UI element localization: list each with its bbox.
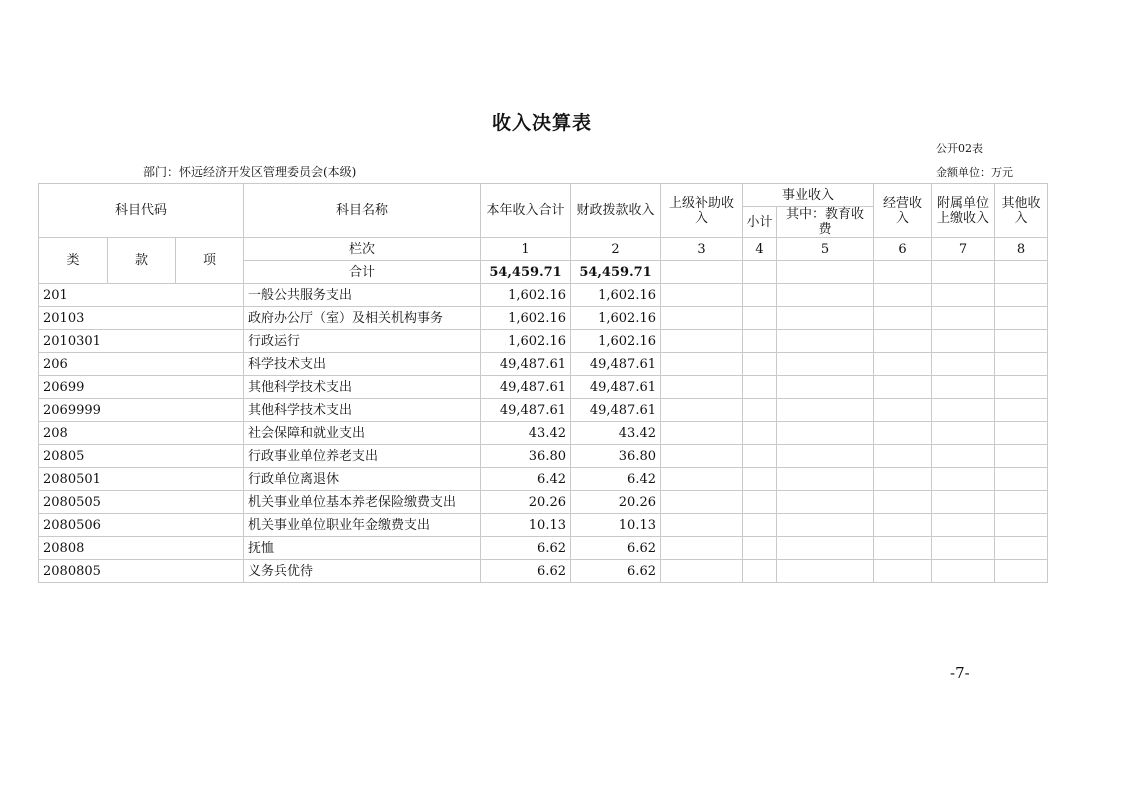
header-superior-subsidy: 上级补助收入 [661, 184, 743, 238]
header-name: 科目名称 [244, 184, 481, 238]
subject-name: 行政运行 [244, 330, 481, 353]
empty-cell [743, 422, 777, 445]
empty-cell [743, 445, 777, 468]
empty-cell [995, 468, 1048, 491]
subject-name: 行政事业单位养老支出 [244, 445, 481, 468]
fiscal-income-cell: 49,487.61 [571, 353, 661, 376]
subject-code: 206 [39, 353, 244, 376]
empty-cell [777, 353, 874, 376]
fiscal-income-cell: 20.26 [571, 491, 661, 514]
empty-cell [743, 468, 777, 491]
total-income-cell: 1,602.16 [481, 284, 571, 307]
empty-cell [995, 353, 1048, 376]
income-table [38, 183, 1048, 583]
empty-cell [932, 514, 995, 537]
empty-cell [661, 376, 743, 399]
header-kuan: 款 [108, 238, 176, 284]
header-total-income: 本年收入合计 [481, 184, 571, 238]
header-business-income: 事业收入 [743, 184, 874, 207]
header-lei: 类 [39, 238, 108, 284]
table-row [39, 491, 1048, 514]
empty-cell [874, 468, 932, 491]
column-index: 7 [932, 238, 995, 261]
empty-cell [932, 353, 995, 376]
empty-cell [995, 537, 1048, 560]
empty-cell [932, 330, 995, 353]
empty-cell [777, 284, 874, 307]
total-income-cell: 10.13 [481, 514, 571, 537]
empty-cell [932, 491, 995, 514]
subject-code: 2080805 [39, 560, 244, 583]
empty-cell [777, 468, 874, 491]
empty-cell [995, 399, 1048, 422]
empty-cell [874, 491, 932, 514]
fiscal-income-cell: 10.13 [571, 514, 661, 537]
empty-cell [932, 560, 995, 583]
empty-cell [874, 514, 932, 537]
page-title: 收入决算表 [491, 112, 592, 134]
empty-cell [743, 284, 777, 307]
empty-cell [874, 560, 932, 583]
fiscal-income-cell: 6.42 [571, 468, 661, 491]
subject-name: 社会保障和就业支出 [244, 422, 481, 445]
header-fiscal-income: 财政拨款收入 [571, 184, 661, 238]
empty-cell [743, 353, 777, 376]
subject-name: 抚恤 [244, 537, 481, 560]
total-income-cell: 49,487.61 [481, 399, 571, 422]
table-row [39, 445, 1048, 468]
empty-cell [932, 376, 995, 399]
header-other-income: 其他收入 [995, 184, 1048, 238]
empty-cell [743, 491, 777, 514]
total-income-cell: 1,602.16 [481, 330, 571, 353]
table-row [39, 514, 1048, 537]
empty-cell [777, 537, 874, 560]
empty-cell [874, 284, 932, 307]
subject-name: 政府办公厅（室）及相关机构事务 [244, 307, 481, 330]
empty-cell [661, 307, 743, 330]
subject-code: 20103 [39, 307, 244, 330]
empty-cell [777, 445, 874, 468]
subject-code: 20699 [39, 376, 244, 399]
subject-name: 一般公共服务支出 [244, 284, 481, 307]
empty-cell [874, 537, 932, 560]
fiscal-income-cell: 1,602.16 [571, 330, 661, 353]
empty-cell [932, 445, 995, 468]
empty-cell [995, 376, 1048, 399]
subject-code: 20805 [39, 445, 244, 468]
table-row [39, 284, 1048, 307]
subject-code: 2080505 [39, 491, 244, 514]
total-income-cell: 6.62 [481, 560, 571, 583]
empty-cell [661, 353, 743, 376]
subject-name: 机关事业单位职业年金缴费支出 [244, 514, 481, 537]
empty-cell [874, 422, 932, 445]
table-row [39, 307, 1048, 330]
subject-name: 其他科学技术支出 [244, 399, 481, 422]
total-income-cell: 6.42 [481, 468, 571, 491]
total-income-cell: 49,487.61 [481, 376, 571, 399]
subject-name: 义务兵优待 [244, 560, 481, 583]
empty-cell [995, 330, 1048, 353]
total-label: 合计 [244, 261, 481, 284]
table-row [39, 537, 1048, 560]
column-index: 8 [995, 238, 1048, 261]
empty-cell [995, 445, 1048, 468]
fiscal-income-cell: 6.62 [571, 560, 661, 583]
empty-cell [743, 307, 777, 330]
total-income-cell: 49,487.61 [481, 353, 571, 376]
empty-cell [661, 399, 743, 422]
empty-cell [743, 514, 777, 537]
table-row [39, 330, 1048, 353]
table-row [39, 399, 1048, 422]
empty-cell [874, 445, 932, 468]
empty-cell [932, 399, 995, 422]
total-income-cell: 43.42 [481, 422, 571, 445]
subject-code: 2080501 [39, 468, 244, 491]
empty-cell [661, 537, 743, 560]
empty-cell [777, 376, 874, 399]
column-index: 5 [777, 238, 874, 261]
empty-cell [661, 560, 743, 583]
column-index: 6 [874, 238, 932, 261]
empty-cell [661, 422, 743, 445]
column-index: 4 [743, 238, 777, 261]
header-subtotal: 小计 [743, 207, 777, 238]
header-education-fee: 其中：教育收费 [777, 207, 874, 238]
subject-code: 2069999 [39, 399, 244, 422]
empty-cell [932, 468, 995, 491]
fiscal-income-cell: 43.42 [571, 422, 661, 445]
subject-code: 2080506 [39, 514, 244, 537]
total-income-value: 54,459.71 [481, 261, 571, 284]
empty-cell [932, 537, 995, 560]
fiscal-income-cell: 6.62 [571, 537, 661, 560]
table-row [39, 468, 1048, 491]
empty-cell [995, 491, 1048, 514]
empty-cell [995, 284, 1048, 307]
empty-cell [874, 399, 932, 422]
page-number: -7- [950, 664, 970, 682]
fiscal-income-cell: 49,487.61 [571, 376, 661, 399]
subject-name: 机关事业单位基本养老保险缴费支出 [244, 491, 481, 514]
empty-cell [661, 445, 743, 468]
table-row [39, 353, 1048, 376]
fiscal-income-cell: 1,602.16 [571, 307, 661, 330]
subject-code: 208 [39, 422, 244, 445]
empty-cell [777, 491, 874, 514]
unit-label: 金额单位：万元 [936, 166, 1013, 179]
empty-cell [995, 307, 1048, 330]
empty-cell [777, 399, 874, 422]
table-body [39, 284, 1048, 583]
column-index: 3 [661, 238, 743, 261]
empty-cell [743, 560, 777, 583]
subject-code: 2010301 [39, 330, 244, 353]
fiscal-income-cell: 1,602.16 [571, 284, 661, 307]
total-income-cell: 1,602.16 [481, 307, 571, 330]
empty-cell [661, 330, 743, 353]
empty-cell [995, 422, 1048, 445]
empty-cell [777, 514, 874, 537]
column-index: 2 [571, 238, 661, 261]
empty-cell [932, 307, 995, 330]
empty-cell [777, 307, 874, 330]
header-code: 科目代码 [39, 184, 244, 238]
header-affiliated-income: 附属单位上缴收入 [932, 184, 995, 238]
empty-cell [661, 284, 743, 307]
header-lanci: 栏次 [244, 238, 481, 261]
empty-cell [743, 537, 777, 560]
fiscal-income-cell: 36.80 [571, 445, 661, 468]
subject-name: 行政单位离退休 [244, 468, 481, 491]
table-row [39, 376, 1048, 399]
empty-cell [661, 468, 743, 491]
empty-cell [874, 307, 932, 330]
form-number: 公开02表 [936, 142, 983, 155]
empty-cell [777, 560, 874, 583]
empty-cell [874, 376, 932, 399]
subject-code: 201 [39, 284, 244, 307]
empty-cell [743, 376, 777, 399]
table-row [39, 422, 1048, 445]
subject-name: 科学技术支出 [244, 353, 481, 376]
total-income-cell: 6.62 [481, 537, 571, 560]
empty-cell [743, 330, 777, 353]
empty-cell [661, 514, 743, 537]
fiscal-income-cell: 49,487.61 [571, 399, 661, 422]
total-fiscal-value: 54,459.71 [571, 261, 661, 284]
subject-name: 其他科学技术支出 [244, 376, 481, 399]
empty-cell [932, 284, 995, 307]
empty-cell [995, 514, 1048, 537]
total-income-cell: 36.80 [481, 445, 571, 468]
table-row [39, 560, 1048, 583]
empty-cell [743, 399, 777, 422]
empty-cell [874, 353, 932, 376]
header-operating-income: 经营收入 [874, 184, 932, 238]
empty-cell [661, 491, 743, 514]
empty-cell [874, 330, 932, 353]
header-xiang: 项 [176, 238, 244, 284]
subject-code: 20808 [39, 537, 244, 560]
empty-cell [932, 422, 995, 445]
empty-cell [995, 560, 1048, 583]
department-label: 部门：怀远经济开发区管理委员会(本级) [143, 165, 357, 179]
column-index: 1 [481, 238, 571, 261]
empty-cell [777, 422, 874, 445]
total-income-cell: 20.26 [481, 491, 571, 514]
empty-cell [777, 330, 874, 353]
